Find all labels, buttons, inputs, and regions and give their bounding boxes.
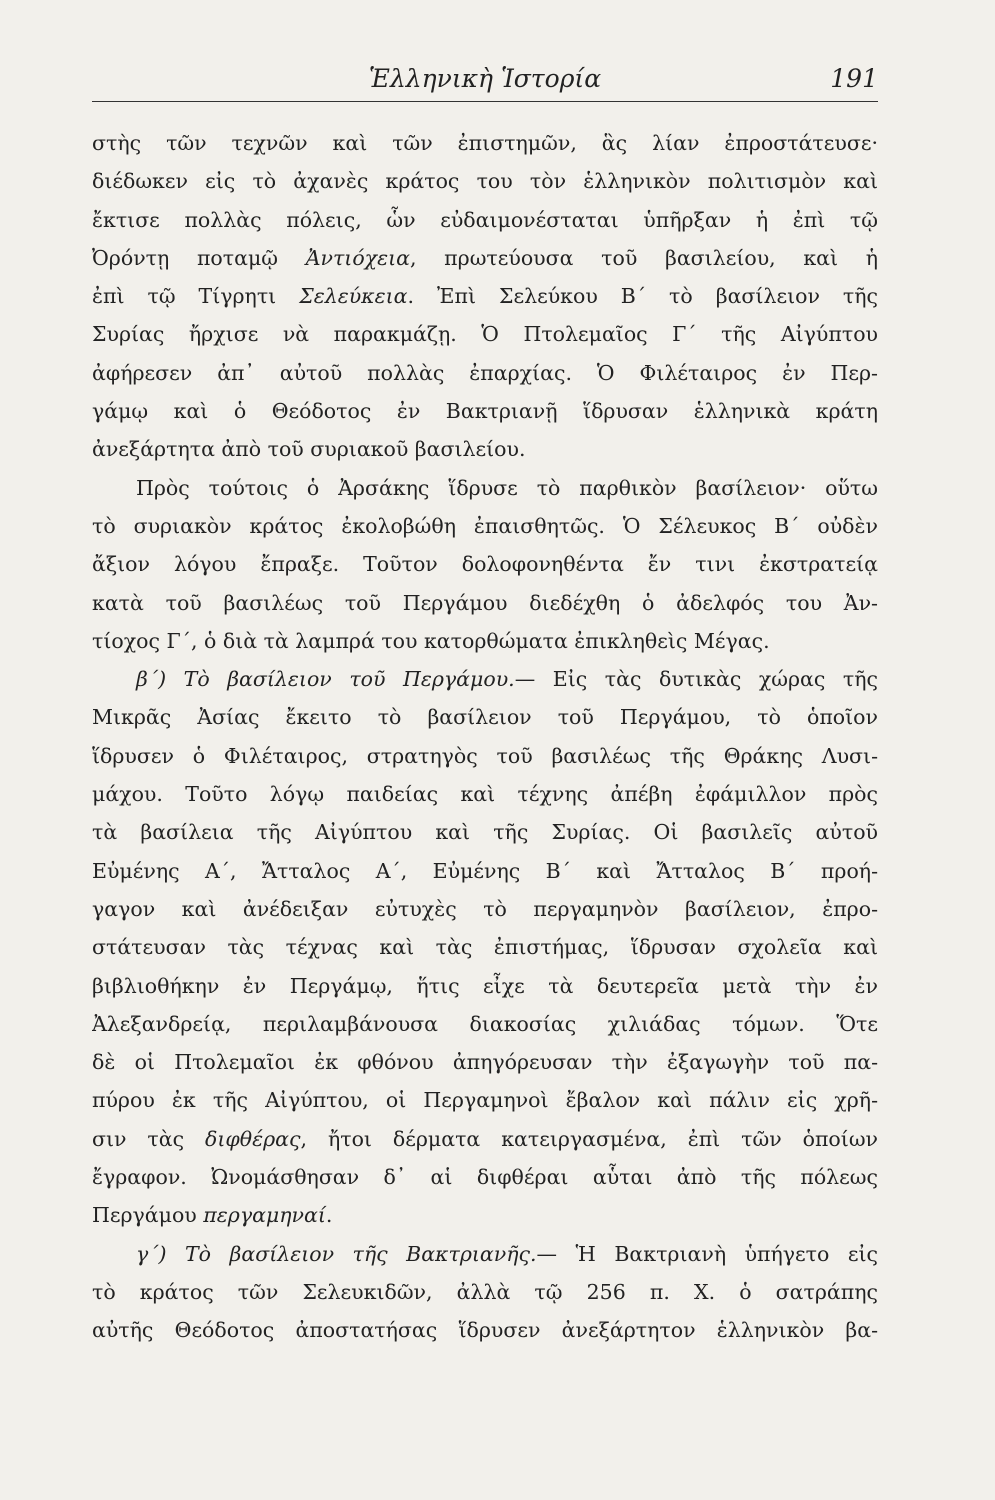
italic-text-segment: διφθέρας xyxy=(205,1126,301,1151)
italic-text-segment: γ΄) Τὸ βασίλειον τῆς Βακτριανῆς. xyxy=(136,1241,537,1266)
text-line xyxy=(92,852,878,890)
text-segment: Συρίας ἤρχισε νὰ παρακμάζῃ. Ὁ Πτολεμαῖος Γ΄ τῆς Αἰγύπτου xyxy=(92,322,878,347)
text-line xyxy=(92,1120,878,1158)
text-segment: τὸ συριακὸν κράτος ἐκολοβώθη ἐπαισθητῶς. Ὁ Σέλευκος Β΄ οὐδὲν xyxy=(92,513,878,538)
text-segment: δὲ οἱ Πτολεμαῖοι ἐκ φθόνου ἀπηγόρευσαν τὴν ἐξαγωγὴν τοῦ πα- xyxy=(92,1050,878,1075)
text-segment: αὐτῆς Θεόδοτος ἀποστατήσας ἵδρυσεν ἀνεξάρτητον ἑλληνικὸν βα- xyxy=(92,1318,878,1343)
text-segment: ἔγραφον. Ὠνομάσθησαν δ᾽ αἱ διφθέραι αὗται ἀπὸ τῆς πόλεως xyxy=(92,1165,878,1190)
text-line xyxy=(92,1081,878,1119)
italic-text-segment: Ἀντιόχεια xyxy=(305,245,410,270)
italic-text-segment: Σελεύκεια xyxy=(299,284,408,309)
text-line xyxy=(92,1158,878,1196)
text-line xyxy=(92,1311,878,1349)
text-line xyxy=(92,1005,878,1043)
text-line xyxy=(92,928,878,966)
text-segment: τὰ βασίλεια τῆς Αἰγύπτου καὶ τῆς Συρίας. Οἱ βασιλεῖς αὐτοῦ xyxy=(92,820,878,845)
text-line xyxy=(92,392,878,430)
text-segment: Εὐμένης Α΄, Ἄτταλος Α΄, Εὐμένης Β΄ καὶ Ἄτταλος Β΄ προή- xyxy=(92,858,878,883)
text-line xyxy=(92,124,878,162)
text-line xyxy=(92,507,878,545)
text-segment: βιβλιοθήκην ἐν Περγάμῳ, ἥτις εἶχε τὰ δευτερεῖα μετὰ τὴν ἐν xyxy=(92,973,878,998)
text-line xyxy=(92,545,878,583)
text-segment: ἀφήρεσεν ἀπ᾽ αὐτοῦ πολλὰς ἐπαρχίας. Ὁ Φιλέταιρος ἐν Περ- xyxy=(92,360,878,385)
italic-text-segment: περγαμηναί xyxy=(203,1203,326,1228)
text-segment: . Ἐπὶ Σελεύκου Β΄ τὸ βασίλειον τῆς xyxy=(407,284,878,309)
text-line xyxy=(92,469,878,507)
text-segment: ἵδρυσεν ὁ Φιλέταιρος, στρατηγὸς τοῦ βασιλέως τῆς Θράκης Λυσι- xyxy=(92,743,878,768)
text-line xyxy=(92,890,878,928)
text-segment: Περγάμου xyxy=(92,1203,204,1228)
text-segment: γαγον καὶ ἀνέδειξαν εὐτυχὲς τὸ περγαμηνὸν βασίλειον, ἐπρο- xyxy=(92,896,878,921)
text-line xyxy=(92,430,878,468)
text-line xyxy=(92,239,878,277)
text-segment: κατὰ τοῦ βασιλέως τοῦ Περγάμου διεδέχθη ὁ ἀδελφός του Ἀν- xyxy=(92,590,878,615)
text-segment: Μικρᾶς Ἀσίας ἔκειτο τὸ βασίλειον τοῦ Περγάμου, τὸ ὁποῖον xyxy=(92,705,878,730)
text-segment: , ἤτοι δέρματα κατειργασμένα, ἐπὶ τῶν ὁποίων xyxy=(300,1126,878,1151)
running-header xyxy=(92,62,878,100)
text-line xyxy=(92,1273,878,1311)
text-line xyxy=(92,660,878,698)
text-segment: , πρωτεύουσα τοῦ βασιλείου, καὶ ἡ xyxy=(409,245,878,270)
text-segment: πύρου ἐκ τῆς Αἰγύπτου, οἱ Περγαμηνοὶ ἔβαλον καὶ πάλιν εἰς χρῆ- xyxy=(92,1088,878,1113)
text-line xyxy=(92,1043,878,1081)
text-line xyxy=(92,354,878,392)
header-rule xyxy=(92,101,878,102)
text-segment: τίοχος Γ΄, ὁ διὰ τὰ λαμπρά του κατορθώματα ἐπικληθεὶς Μέγας. xyxy=(92,628,770,653)
text-segment: γάμῳ καὶ ὁ Θεόδοτος ἐν Βακτριανῇ ἵδρυσαν ἑλληνικὰ κράτη xyxy=(92,399,878,424)
italic-text-segment: β΄) Τὸ βασίλειον τοῦ Περγάμου. xyxy=(136,667,515,692)
text-line xyxy=(92,1235,878,1273)
text-line xyxy=(92,737,878,775)
text-segment: στάτευσαν τὰς τέχνας καὶ τὰς ἐπιστήμας, ἵδρυσαν σχολεῖα καὶ xyxy=(92,935,878,960)
text-line xyxy=(92,698,878,736)
page-number: 191 xyxy=(830,64,878,93)
text-segment: τὸ κράτος τῶν Σελευκιδῶν, ἀλλὰ τῷ 256 π. Χ. ὁ σατράπης xyxy=(92,1279,878,1304)
text-segment: — Εἰς τὰς δυτικὰς χώρας τῆς xyxy=(514,667,878,692)
text-line xyxy=(92,584,878,622)
text-segment: Πρὸς τούτοις ὁ Ἀρσάκης ἵδρυσε τὸ παρθικὸν βασίλειον· οὕτω xyxy=(136,475,878,500)
text-segment: ἐπὶ τῷ Τίγρητι xyxy=(92,284,300,309)
text-segment: μάχου. Τοῦτο λόγῳ παιδείας καὶ τέχνης ἀπέβη ἐφάμιλλον πρὸς xyxy=(92,782,878,807)
text-line xyxy=(92,315,878,353)
text-line xyxy=(92,813,878,851)
text-segment: . xyxy=(325,1203,333,1228)
text-line xyxy=(92,162,878,200)
text-line xyxy=(92,622,878,660)
body-text xyxy=(92,124,878,1350)
text-segment: Ὀρόντῃ ποταμῷ xyxy=(92,245,306,270)
text-line xyxy=(92,967,878,1005)
text-segment: — Ἡ Βακτριανὴ ὑπήγετο εἰς xyxy=(536,1241,878,1266)
text-line xyxy=(92,1196,878,1234)
text-line xyxy=(92,277,878,315)
text-segment: ἀνεξάρτητα ἀπὸ τοῦ συριακοῦ βασιλείου. xyxy=(92,437,526,462)
text-segment: Ἀλεξανδρείᾳ, περιλαμβάνουσα διακοσίας χιλιάδας τόμων. Ὅτε xyxy=(92,1011,878,1036)
header-title: Ἑλληνικὴ Ἱστορία xyxy=(368,64,602,93)
text-segment: σιν τὰς xyxy=(92,1126,206,1151)
text-line xyxy=(92,775,878,813)
text-segment: στὴς τῶν τεχνῶν καὶ τῶν ἐπιστημῶν, ἃς λίαν ἐπροστάτευσε· xyxy=(92,131,878,155)
text-line xyxy=(92,201,878,239)
text-segment: διέδωκεν εἰς τὸ ἀχανὲς κράτος του τὸν ἑλληνικὸν πολιτισμὸν καὶ xyxy=(92,169,878,194)
text-segment: ἄξιον λόγου ἔπραξε. Τοῦτον δολοφονηθέντα ἔν τινι ἐκστρατείᾳ xyxy=(92,552,878,577)
text-segment: ἔκτισε πολλὰς πόλεις, ὧν εὐδαιμονέσταται ὑπῆρξαν ἡ ἐπὶ τῷ xyxy=(92,207,878,232)
